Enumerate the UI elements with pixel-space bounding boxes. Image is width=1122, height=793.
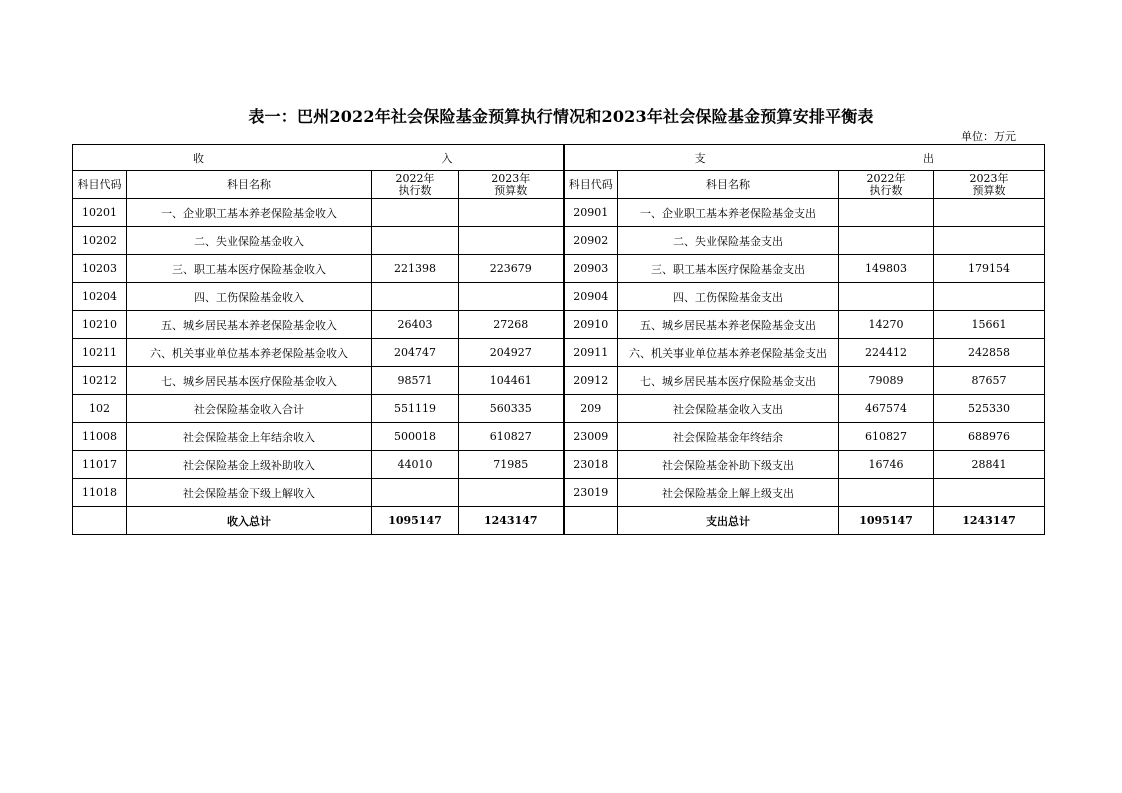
col-header-2022-year: 2022年: [395, 171, 435, 185]
expense-name-cell: 社会保险基金补助下级支出: [618, 451, 839, 479]
income-2022-cell: 44010: [372, 451, 459, 479]
expense-2022-cell: 14270: [839, 311, 934, 339]
col-header-income-2022: [372, 171, 459, 199]
income-2022-cell: [372, 283, 459, 311]
income-2023-cell: 223679: [459, 255, 564, 283]
expense-code-cell: 20912: [564, 367, 618, 395]
expense-name-cell: 三、职工基本医疗保险基金支出: [618, 255, 839, 283]
expense-2022-cell: 79089: [839, 367, 934, 395]
income-2022-cell: [372, 227, 459, 255]
expense-name-cell: 六、机关事业单位基本养老保险基金支出: [618, 339, 839, 367]
income-2022-cell: 551119: [372, 395, 459, 423]
income-2022-cell: 500018: [372, 423, 459, 451]
expense-header-left: 支: [694, 151, 706, 165]
income-header-right: 入: [441, 151, 453, 165]
col-header-expense-name: 科目名称: [618, 171, 839, 199]
expense-2023-cell: [934, 479, 1045, 507]
expense-name-cell: 二、失业保险基金支出: [618, 227, 839, 255]
expense-header-right: 出: [923, 151, 934, 165]
income-2022-cell: 1095147: [372, 507, 459, 535]
expense-2022-cell: 610827: [839, 423, 934, 451]
expense-2022-cell: [839, 283, 934, 311]
page-title: 表一：巴州2022年社会保险基金预算执行情况和2023年社会保险基金预算安排平衡表: [248, 107, 874, 126]
expense-2022-cell: [839, 479, 934, 507]
income-name-cell: 社会保险基金收入合计: [127, 395, 372, 423]
col-header-expense-code: 科目代码: [564, 171, 618, 199]
income-name-cell: 社会保险基金下级上解收入: [127, 479, 372, 507]
income-2023-cell: 610827: [459, 423, 564, 451]
income-name-cell: 五、城乡居民基本养老保险基金收入: [127, 311, 372, 339]
expense-code-cell: 20902: [564, 227, 618, 255]
income-2023-cell: 71985: [459, 451, 564, 479]
expense-code-cell: [564, 507, 618, 535]
expense-2023-cell: 688976: [934, 423, 1045, 451]
expense-2022-cell: 1095147: [839, 507, 934, 535]
col-header-2023-year: 2023年: [969, 171, 1009, 185]
income-name-cell: 二、失业保险基金收入: [127, 227, 372, 255]
section-header-row: [73, 145, 1045, 171]
income-2023-cell: 204927: [459, 339, 564, 367]
expense-name-cell: 社会保险基金收入支出: [618, 395, 839, 423]
table-row: [73, 395, 1045, 423]
table-row: [73, 227, 1045, 255]
expense-2023-cell: 15661: [934, 311, 1045, 339]
expense-2023-cell: 242858: [934, 339, 1045, 367]
income-2023-cell: [459, 227, 564, 255]
expense-code-cell: 20910: [564, 311, 618, 339]
income-2022-cell: 221398: [372, 255, 459, 283]
income-name-cell: 一、企业职工基本养老保险基金收入: [127, 199, 372, 227]
income-code-cell: 10211: [73, 339, 127, 367]
income-section-header: [73, 145, 564, 171]
income-code-cell: 11018: [73, 479, 127, 507]
income-name-cell: 社会保险基金上级补助收入: [127, 451, 372, 479]
expense-code-cell: 20904: [564, 283, 618, 311]
expense-2023-cell: 179154: [934, 255, 1045, 283]
income-name-cell: 社会保险基金上年结余收入: [127, 423, 372, 451]
expense-section-header: [564, 145, 1045, 171]
income-code-cell: 10201: [73, 199, 127, 227]
column-header-row: [73, 171, 1045, 199]
expense-code-cell: 23019: [564, 479, 618, 507]
expense-name-cell: 五、城乡居民基本养老保险基金支出: [618, 311, 839, 339]
income-2022-cell: [372, 479, 459, 507]
expense-2022-cell: [839, 227, 934, 255]
total-row: [73, 507, 1045, 535]
expense-2023-cell: 28841: [934, 451, 1045, 479]
expense-code-cell: 20903: [564, 255, 618, 283]
col-header-expense-2022: [839, 171, 934, 199]
income-name-cell: 六、机关事业单位基本养老保险基金收入: [127, 339, 372, 367]
expense-code-cell: 20911: [564, 339, 618, 367]
income-header-left: 收: [193, 151, 204, 165]
col-header-income-name: 科目名称: [127, 171, 372, 199]
expense-name-cell: 支出总计: [618, 507, 839, 535]
balance-table: [72, 144, 1045, 535]
col-header-2023-label: 预算数: [972, 183, 1006, 197]
income-code-cell: 11008: [73, 423, 127, 451]
table-row: [73, 339, 1045, 367]
table-row: [73, 423, 1045, 451]
income-code-cell: [73, 507, 127, 535]
income-code-cell: 102: [73, 395, 127, 423]
income-2023-cell: 104461: [459, 367, 564, 395]
col-header-2023-year: 2023年: [491, 171, 531, 185]
table-row: [73, 283, 1045, 311]
expense-2023-cell: 1243147: [934, 507, 1045, 535]
expense-name-cell: 七、城乡居民基本医疗保险基金支出: [618, 367, 839, 395]
expense-name-cell: 四、工伤保险基金支出: [618, 283, 839, 311]
table-row: [73, 367, 1045, 395]
income-2022-cell: 98571: [372, 367, 459, 395]
income-2023-cell: 560335: [459, 395, 564, 423]
expense-code-cell: 23018: [564, 451, 618, 479]
income-code-cell: 10210: [73, 311, 127, 339]
expense-name-cell: 一、企业职工基本养老保险基金支出: [618, 199, 839, 227]
income-2023-cell: [459, 479, 564, 507]
income-name-cell: 三、职工基本医疗保险基金收入: [127, 255, 372, 283]
expense-code-cell: 20901: [564, 199, 618, 227]
col-header-2022-label: 执行数: [869, 183, 903, 197]
col-header-2023-label: 预算数: [494, 183, 528, 197]
col-header-income-code: 科目代码: [73, 171, 127, 199]
income-name-cell: 七、城乡居民基本医疗保险基金收入: [127, 367, 372, 395]
income-code-cell: 10212: [73, 367, 127, 395]
col-header-income-2023: [459, 171, 564, 199]
income-2022-cell: 204747: [372, 339, 459, 367]
income-name-cell: 收入总计: [127, 507, 372, 535]
col-header-expense-2023: [934, 171, 1045, 199]
expense-2022-cell: 149803: [839, 255, 934, 283]
expense-2023-cell: [934, 283, 1045, 311]
table-row: [73, 451, 1045, 479]
expense-code-cell: 23009: [564, 423, 618, 451]
expense-name-cell: 社会保险基金上解上级支出: [618, 479, 839, 507]
income-2022-cell: 26403: [372, 311, 459, 339]
expense-2022-cell: 467574: [839, 395, 934, 423]
expense-2022-cell: 224412: [839, 339, 934, 367]
expense-2022-cell: [839, 199, 934, 227]
col-header-2022-year: 2022年: [866, 171, 906, 185]
income-name-cell: 四、工伤保险基金收入: [127, 283, 372, 311]
income-code-cell: 10202: [73, 227, 127, 255]
expense-2023-cell: 525330: [934, 395, 1045, 423]
col-header-2022-label: 执行数: [398, 183, 432, 197]
income-2023-cell: [459, 283, 564, 311]
expense-2023-cell: [934, 227, 1045, 255]
expense-code-cell: 209: [564, 395, 618, 423]
table-row: [73, 311, 1045, 339]
income-2023-cell: 1243147: [459, 507, 564, 535]
income-code-cell: 10203: [73, 255, 127, 283]
expense-2023-cell: 87657: [934, 367, 1045, 395]
income-code-cell: 10204: [73, 283, 127, 311]
table-row: [73, 255, 1045, 283]
income-code-cell: 11017: [73, 451, 127, 479]
income-2023-cell: 27268: [459, 311, 564, 339]
table-row: [73, 199, 1045, 227]
expense-name-cell: 社会保险基金年终结余: [618, 423, 839, 451]
expense-2022-cell: 16746: [839, 451, 934, 479]
table-row: [73, 479, 1045, 507]
expense-2023-cell: [934, 199, 1045, 227]
income-2022-cell: [372, 199, 459, 227]
income-2023-cell: [459, 199, 564, 227]
unit-label: 单位：万元: [961, 130, 1016, 143]
